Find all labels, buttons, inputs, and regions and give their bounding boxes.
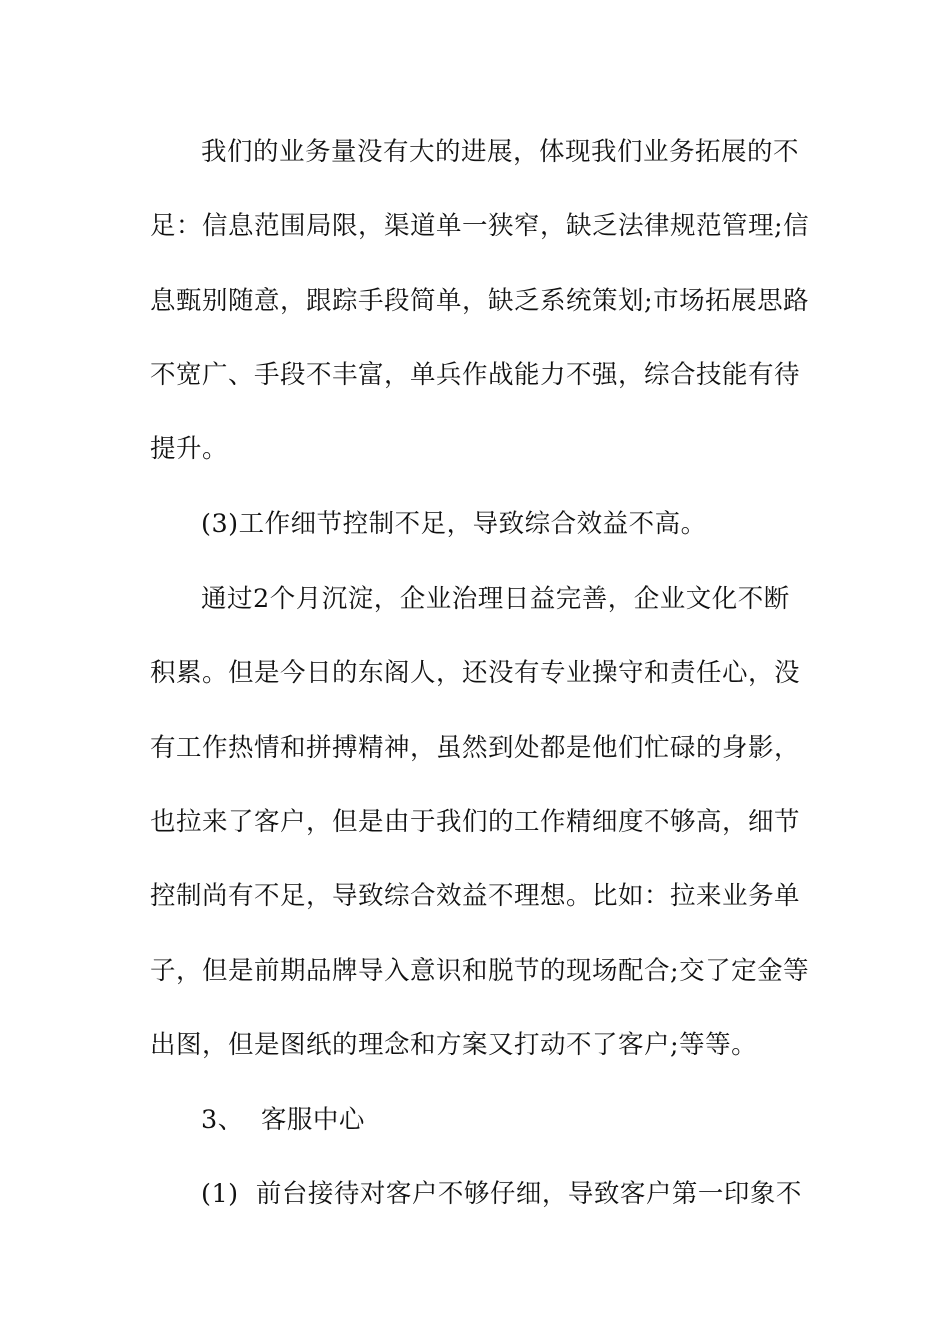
paragraph-line: 息甄别随意，跟踪手段简单，缺乏系统策划;市场拓展思路 bbox=[150, 286, 810, 316]
paragraph-line: 有工作热情和拼搏精神，虽然到处都是他们忙碌的身影， bbox=[150, 733, 801, 763]
paragraph-line: 我们的业务量没有大的进展，体现我们业务拓展的不 bbox=[201, 137, 800, 167]
paragraph-line: 积累。但是今日的东阁人，还没有专业操守和责任心，没 bbox=[150, 658, 801, 688]
paragraph-line: 子，但是前期品牌导入意识和脱节的现场配合;交了定金等 bbox=[150, 956, 810, 986]
section-heading: (3)工作细节控制不足，导致综合效益不高。 bbox=[201, 509, 707, 539]
paragraph-line: 控制尚有不足，导致综合效益不理想。比如：拉来业务单 bbox=[150, 881, 801, 911]
paragraph-line: 也拉来了客户，但是由于我们的工作精细度不够高，细节 bbox=[150, 807, 801, 837]
paragraph-line: 出图，但是图纸的理念和方案又打动不了客户;等等。 bbox=[150, 1030, 758, 1060]
paragraph-line: 通过2个月沉淀，企业治理日益完善，企业文化不断 bbox=[201, 584, 790, 614]
section-heading: 3、 客服中心 bbox=[201, 1105, 365, 1135]
paragraph-line: 足：信息范围局限，渠道单一狭窄，缺乏法律规范管理;信 bbox=[150, 211, 810, 241]
paragraph-line: 提升。 bbox=[150, 434, 229, 464]
paragraph-line: (1) 前台接待对客户不够仔细，导致客户第一印象不 bbox=[201, 1179, 802, 1209]
paragraph-line: 不宽广、手段不丰富，单兵作战能力不强，综合技能有待 bbox=[150, 360, 801, 390]
